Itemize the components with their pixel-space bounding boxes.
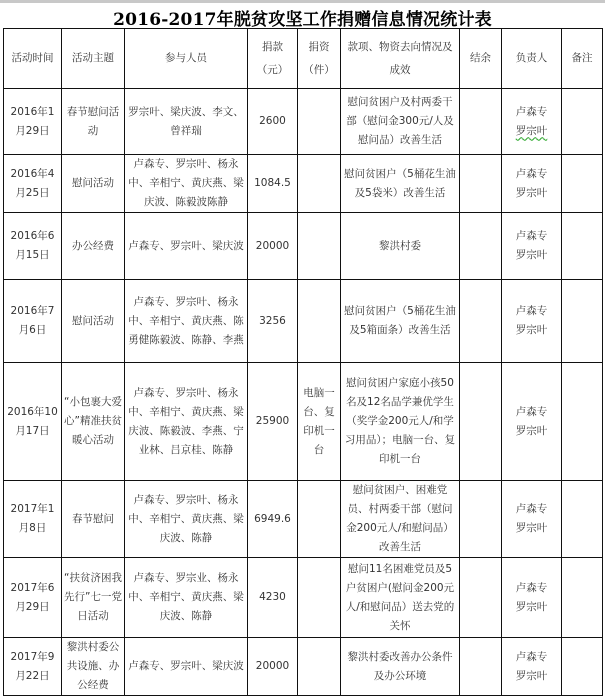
cell-note xyxy=(562,155,603,213)
cell-money: 20000 xyxy=(248,638,298,696)
header-theme: 活动主题 xyxy=(62,29,125,89)
cell-owner xyxy=(502,481,562,558)
table-row xyxy=(4,155,603,213)
cell-balance xyxy=(460,155,502,213)
owner-1: 卢森专 xyxy=(515,167,548,180)
cell-money: 4230 xyxy=(248,558,298,638)
cell-money: 3256 xyxy=(248,280,298,363)
cell-money: 25900 xyxy=(248,363,298,481)
cell-money: 20000 xyxy=(248,213,298,280)
cell-items xyxy=(298,558,341,638)
cell-outcome: 慰问贫困户（5桶花生油及5箱面条）改善生活 xyxy=(341,280,460,363)
table-row xyxy=(4,280,603,363)
header-date: 活动时间 xyxy=(4,29,62,89)
cell-outcome: 慰问11名困难党员及5户贫困户(慰问金200元人/和慰问品）送去党的关怀 xyxy=(341,558,460,638)
table-row xyxy=(4,481,603,558)
header-people: 参与人员 xyxy=(125,29,248,89)
cell-owner xyxy=(502,213,562,280)
cell-owner xyxy=(502,89,562,155)
cell-outcome: 慰问贫困户及村两委干部（慰问金300元/人及慰问品）改善生活 xyxy=(341,89,460,155)
cell-people: 卢森专、罗宗叶、梁庆波 xyxy=(125,638,248,696)
cell-theme: 春节慰问 xyxy=(62,481,125,558)
cell-balance xyxy=(460,89,502,155)
owner-2: 罗宗叶 xyxy=(515,186,548,199)
cell-owner xyxy=(502,280,562,363)
cell-balance xyxy=(460,638,502,696)
cell-outcome: 慰问贫困户家庭小孩50名及12名品学兼优学生（奖学金200元人/和学习用品）；电脑一台、复印机一台 xyxy=(341,363,460,481)
cell-people: 卢森专、罗宗业、杨永中、辛相宁、黄庆燕、梁庆波、陈静 xyxy=(125,558,248,638)
cell-people: 卢森专、罗宗叶、杨永中、辛相宁、黄庆燕、梁庆波、陈毅波陈静 xyxy=(125,155,248,213)
cell-owner xyxy=(502,363,562,481)
cell-outcome: 黎洪村委改善办公条件及办公环境 xyxy=(341,638,460,696)
table-row xyxy=(4,363,603,481)
top-border xyxy=(0,0,605,3)
cell-outcome: 黎洪村委 xyxy=(341,213,460,280)
owner-2: 罗宗叶 xyxy=(515,249,548,261)
cell-note xyxy=(562,280,603,363)
header-row xyxy=(4,29,603,89)
cell-owner xyxy=(502,638,562,696)
cell-date: 2016年1月29日 xyxy=(4,89,62,155)
cell-owner xyxy=(502,558,562,638)
cell-note xyxy=(562,558,603,638)
cell-money: 6949.6 xyxy=(248,481,298,558)
cell-theme: 慰问活动 xyxy=(62,280,125,363)
cell-people: 罗宗叶、梁庆波、李文、曾祥瑞 xyxy=(125,89,248,155)
header-balance: 结余 xyxy=(460,29,502,89)
header-items: 捐资（件） xyxy=(298,29,341,89)
cell-balance xyxy=(460,481,502,558)
cell-theme: 春节慰问活动 xyxy=(62,89,125,155)
cell-money: 2600 xyxy=(248,89,298,155)
cell-outcome: 慰问贫困户、困难党员、村两委干部（慰问金200元人/和慰问品）改善生活 xyxy=(341,481,460,558)
cell-balance xyxy=(460,213,502,280)
cell-money: 1084.5 xyxy=(248,155,298,213)
cell-theme: “扶贫济困我先行”七一党日活动 xyxy=(62,558,125,638)
owner-2: 罗宗叶 xyxy=(515,424,548,437)
page-title: 2016-2017年脱贫攻坚工作捐赠信息情况统计表 xyxy=(113,10,492,30)
cell-items xyxy=(298,481,341,558)
owner-2: 罗宗叶 xyxy=(515,324,548,336)
cell-outcome: 慰问贫困户（5桶花生油及5袋米）改善生活 xyxy=(341,155,460,213)
owner-2: 罗宗叶 xyxy=(515,124,548,137)
cell-note xyxy=(562,213,603,280)
donation-table xyxy=(3,28,603,696)
cell-people: 卢森专、罗宗叶、梁庆波 xyxy=(125,213,248,280)
table-row xyxy=(4,213,603,280)
header-money: 捐款（元） xyxy=(248,29,298,89)
header-outcome: 款项、物资去向情况及成效 xyxy=(341,29,460,89)
cell-date: 2017年6月29日 xyxy=(4,558,62,638)
cell-date: 2016年4月25日 xyxy=(4,155,62,213)
cell-note xyxy=(562,481,603,558)
cell-theme: 黎洪村委公共设施、办公经费 xyxy=(62,638,125,696)
owner-1: 卢森专 xyxy=(515,230,548,242)
owner-1: 卢森专 xyxy=(515,581,548,594)
owner-1: 卢森专 xyxy=(515,305,548,317)
cell-theme: 办公经费 xyxy=(62,213,125,280)
table-row xyxy=(4,638,603,696)
cell-note xyxy=(562,363,603,481)
cell-items xyxy=(298,213,341,280)
cell-date: 2017年9月22日 xyxy=(4,638,62,696)
cell-theme: “小包裹大爱心”精准扶贫暖心活动 xyxy=(62,363,125,481)
owner-1: 卢森专 xyxy=(515,503,548,515)
owner-2: 罗宗叶 xyxy=(515,522,548,534)
cell-items xyxy=(298,155,341,213)
owner-1: 卢森专 xyxy=(515,405,548,418)
owner-1: 卢森专 xyxy=(515,650,548,663)
header-note: 备注 xyxy=(562,29,603,89)
table-row xyxy=(4,89,603,155)
table-row xyxy=(4,558,603,638)
cell-date: 2016年6月15日 xyxy=(4,213,62,280)
header-owner: 负责人 xyxy=(502,29,562,89)
cell-balance xyxy=(460,558,502,638)
cell-people: 卢森专、罗宗叶、杨永中、辛相宁、黄庆燕、陈勇健陈毅波、陈静、李燕 xyxy=(125,280,248,363)
owner-1: 卢森专 xyxy=(515,105,548,118)
cell-items xyxy=(298,638,341,696)
owner-2: 罗宗叶 xyxy=(515,669,548,682)
cell-date: 2016年10月17日 xyxy=(4,363,62,481)
cell-note xyxy=(562,89,603,155)
cell-items xyxy=(298,89,341,155)
cell-people: 卢森专、罗宗叶、杨永中、辛相宁、黄庆燕、梁庆波、陈毅波、李燕、宁业林、吕京桂、陈静 xyxy=(125,363,248,481)
cell-owner xyxy=(502,155,562,213)
cell-date: 2016年7月6日 xyxy=(4,280,62,363)
cell-balance xyxy=(460,280,502,363)
cell-people: 卢森专、罗宗叶、杨永中、辛相宁、黄庆燕、梁庆波、陈静 xyxy=(125,481,248,558)
cell-items: 电脑一台、复印机一台 xyxy=(298,363,341,481)
cell-note xyxy=(562,638,603,696)
cell-date: 2017年1月8日 xyxy=(4,481,62,558)
cell-items xyxy=(298,280,341,363)
owner-2: 罗宗叶 xyxy=(515,600,548,613)
cell-balance xyxy=(460,363,502,481)
cell-theme: 慰问活动 xyxy=(62,155,125,213)
